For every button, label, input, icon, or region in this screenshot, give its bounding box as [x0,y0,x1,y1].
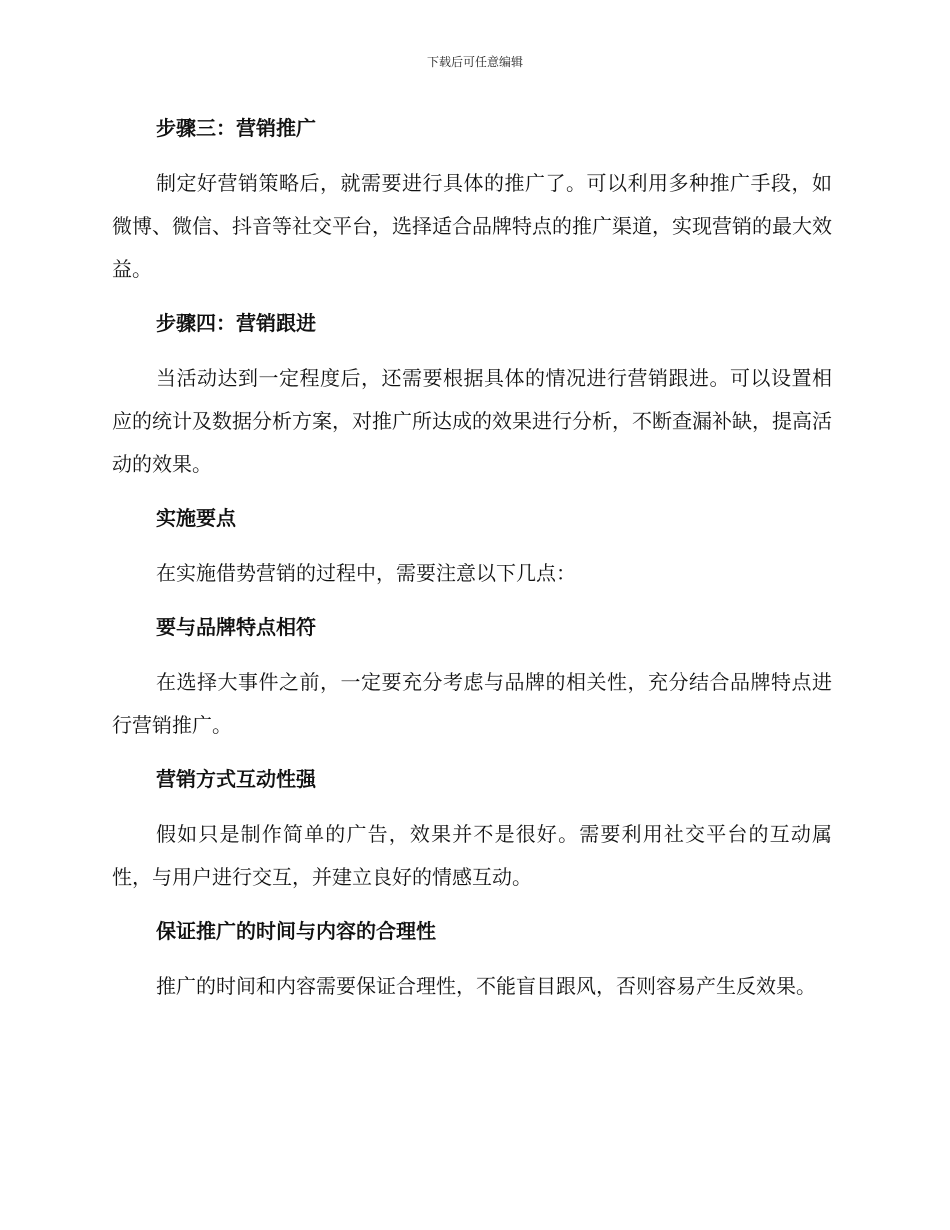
section-heading: 步骤四：营销跟进 [156,311,316,335]
section-heading: 保证推广的时间与内容的合理性 [156,919,436,943]
section-heading: 营销方式互动性强 [156,767,316,791]
section-implementation-points [112,498,832,595]
section-paragraph: 制定好营销策略后，就需要进行具体的推广了。可以利用多种推广手段，如微博、微信、抖音等社交平台，选择适合品牌特点的推广渠道，实现营销的最大效益。 [112,171,832,281]
section-interactivity [112,759,832,899]
section-paragraph: 当活动达到一定程度后，还需要根据具体的情况进行营销跟进。可以设置相应的统计及数据分析方案，对推广所达成的效果进行分析，不断查漏补缺，提高活动的效果。 [112,366,832,476]
section-paragraph: 假如只是制作简单的广告，效果并不是很好。需要利用社交平台的互动属性，与用户进行交互，并建立良好的情感互动。 [112,822,832,889]
section-heading: 实施要点 [156,506,236,530]
section-heading: 要与品牌特点相符 [156,615,316,639]
section-heading: 步骤三：营销推广 [156,116,316,140]
section-step-four [112,303,832,486]
section-paragraph: 在选择大事件之前，一定要充分考虑与品牌的相关性，充分结合品牌特点进行营销推广。 [112,670,832,737]
page-header-note: 下载后可任意编辑 [426,55,523,69]
section-timing-content [112,911,832,1008]
section-paragraph: 推广的时间和内容需要保证合理性，不能盲目跟风，否则容易产生反效果。 [156,974,816,998]
document-body [112,108,832,1020]
section-step-three [112,108,832,291]
section-paragraph: 在实施借势营销的过程中，需要注意以下几点： [156,561,576,585]
section-brand-fit [112,607,832,747]
